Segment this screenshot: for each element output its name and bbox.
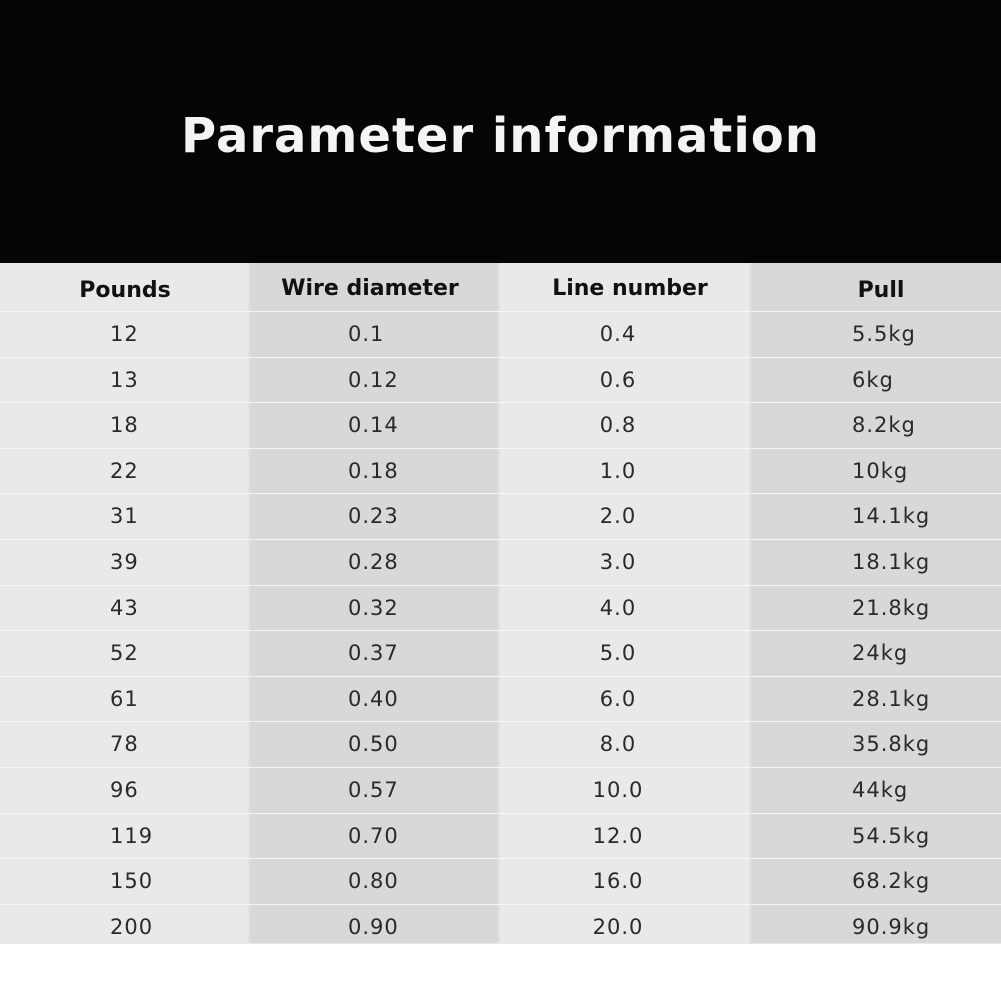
cell-pounds: 13 — [110, 367, 139, 392]
cell-wire-diameter: 0.50 — [348, 732, 399, 757]
cell-line-number: 10.0 — [592, 777, 644, 802]
cell-wire-diameter: 0.70 — [348, 823, 399, 848]
cell-wire-diameter: 0.23 — [348, 504, 399, 529]
cell-line-number: 6.0 — [599, 686, 637, 711]
cell-line-number: 3.0 — [599, 549, 637, 574]
table-row — [0, 311, 1001, 357]
cell-pounds: 22 — [110, 458, 139, 483]
cell-line-number: 16.0 — [592, 869, 644, 894]
cell-pull: 6kg — [852, 367, 894, 392]
table-row — [0, 539, 1001, 585]
cell-wire-diameter: 0.40 — [348, 686, 399, 711]
header-pull: Pull — [857, 278, 905, 303]
cell-pounds: 39 — [110, 549, 139, 574]
cell-pounds: 200 — [110, 914, 154, 939]
cell-pull: 24kg — [852, 641, 909, 666]
table-row — [0, 813, 1001, 859]
cell-pull: 54.5kg — [852, 823, 931, 848]
cell-wire-diameter: 0.57 — [348, 777, 399, 802]
cell-pull: 10kg — [852, 458, 909, 483]
table-row — [0, 357, 1001, 403]
cell-line-number: 0.8 — [599, 413, 637, 438]
table-row — [0, 448, 1001, 494]
bottom-margin — [0, 943, 1001, 1001]
cell-wire-diameter: 0.80 — [348, 869, 399, 894]
cell-line-number: 1.0 — [599, 458, 637, 483]
cell-line-number: 2.0 — [599, 504, 637, 529]
parameter-table — [0, 263, 1001, 943]
cell-line-number: 8.0 — [599, 732, 637, 757]
cell-pull: 28.1kg — [852, 686, 931, 711]
cell-wire-diameter: 0.12 — [348, 367, 399, 392]
cell-line-number: 4.0 — [599, 595, 637, 620]
page-title: Parameter information — [181, 108, 820, 164]
cell-line-number: 5.0 — [599, 641, 637, 666]
cell-line-number: 0.4 — [599, 322, 637, 346]
table-row — [0, 858, 1001, 904]
table-row — [0, 493, 1001, 539]
cell-line-number: 20.0 — [592, 914, 644, 939]
cell-pull: 35.8kg — [852, 732, 931, 757]
cell-wire-diameter: 0.18 — [348, 458, 399, 483]
cell-wire-diameter: 0.28 — [348, 549, 399, 574]
table-header — [0, 263, 1001, 311]
cell-line-number: 0.6 — [599, 367, 637, 392]
table-row — [0, 767, 1001, 813]
cell-wire-diameter: 0.32 — [348, 595, 399, 620]
cell-pounds: 61 — [110, 686, 139, 711]
cell-pull: 44kg — [852, 777, 909, 802]
cell-pull: 21.8kg — [852, 595, 931, 620]
cell-wire-diameter: 0.1 — [348, 322, 385, 346]
cell-pull: 8.2kg — [852, 413, 916, 438]
cell-pull: 18.1kg — [852, 549, 931, 574]
cell-pull: 14.1kg — [852, 504, 931, 529]
cell-pounds: 31 — [110, 504, 139, 529]
cell-wire-diameter: 0.90 — [348, 914, 399, 939]
cell-pounds: 150 — [110, 869, 154, 894]
cell-pull: 68.2kg — [852, 869, 931, 894]
table-body — [0, 311, 1001, 949]
cell-pounds: 12 — [110, 322, 139, 346]
cell-wire-diameter: 0.37 — [348, 641, 399, 666]
table-row — [0, 585, 1001, 631]
header-wire-diameter: Wire diameter — [281, 276, 459, 301]
cell-pounds: 96 — [110, 777, 139, 802]
table-row — [0, 676, 1001, 722]
cell-pounds: 18 — [110, 413, 139, 438]
table-row — [0, 630, 1001, 676]
header-line-number: Line number — [552, 276, 708, 301]
title-banner — [0, 0, 1001, 263]
cell-pull: 90.9kg — [852, 914, 931, 939]
cell-pounds: 119 — [110, 823, 154, 848]
cell-wire-diameter: 0.14 — [348, 413, 399, 438]
cell-pull: 5.5kg — [852, 322, 916, 346]
cell-pounds: 52 — [110, 641, 139, 666]
table-row — [0, 402, 1001, 448]
table-row — [0, 721, 1001, 767]
cell-pounds: 78 — [110, 732, 139, 757]
cell-pounds: 43 — [110, 595, 139, 620]
cell-line-number: 12.0 — [592, 823, 644, 848]
header-pounds: Pounds — [79, 278, 171, 303]
